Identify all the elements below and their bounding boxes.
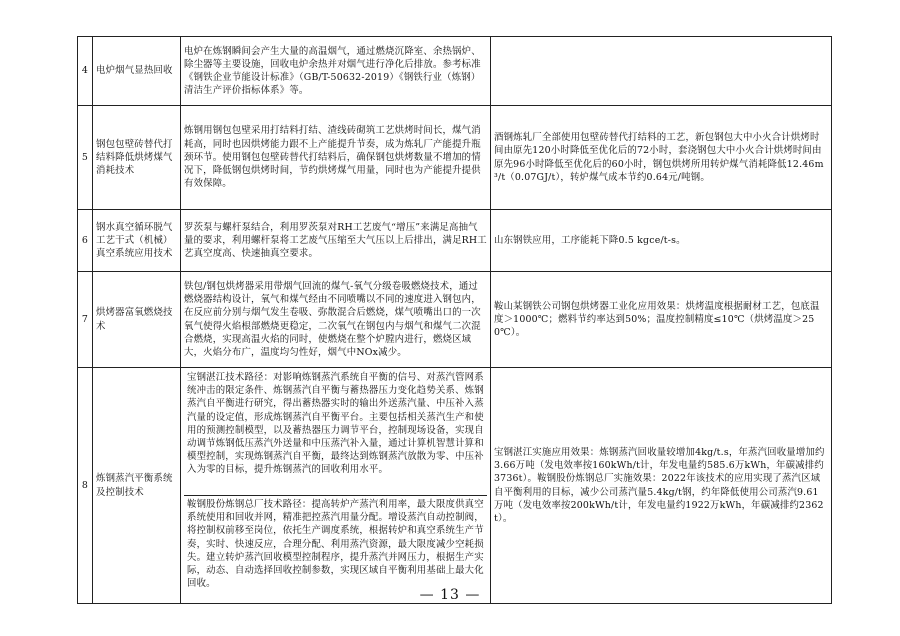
row-number: 5 <box>78 106 93 210</box>
technology-name: 烘烤器富氧燃烧技术 <box>93 272 181 368</box>
technology-description: 罗茨泵与螺杆泵结合，利用罗茨泵对RH工艺废气“增压”来满足高抽气量的要求，利用螺杆泵将工艺废气压缩至大气压以上后排出，满足RH工艺真空度高、快速抽真空要求。 <box>181 210 491 272</box>
technology-name: 钢包包壁砖替代打结料降低烘烤煤气消耗技术 <box>93 106 181 210</box>
technology-description: 炼钢用钢包包壁采用打结料打结、渣线砖砌筑工艺烘烤时间长，煤气消耗高，同时也因烘烤能力跟不上产能提升节奏，成为炼轧厂产能提升瓶颈环节。使用钢包包壁砖替代打结料后，确保钢包烘烤数量不增加的情况下，降低钢包烘烤时间，节约烘烤煤气用量，同时也为产能提升提供有效保障。 <box>181 106 491 210</box>
application-effect: 山东钢铁应用，工序能耗下降0.5 kgce/t-s。 <box>491 210 832 272</box>
table-row <box>78 272 832 368</box>
table-row <box>78 37 832 106</box>
description-part-ansteel: 鞍钢股份炼钢总厂技术路径：提高转炉产蒸汽利用率，最大限度供真空系统使用和回收并网，精准把控蒸汽用量分配。增设蒸汽自动控制阀，将控制权前移至岗位，依托生产调度系统，根据转炉和真空系统生产节奏，实时、快速反应，合理分配、利用蒸汽资源，最大限度减少空耗损失。建立转炉蒸汽回收模型控制程序，提升蒸汽并网压力，根据生产实际，动态、自动选择回收控制参数，实现区域自平衡利用基础上最大化回收。 <box>184 495 487 602</box>
technology-name: 炼钢蒸汽平衡系统及控制技术 <box>93 368 181 604</box>
application-effect: 鞍山某钢铁公司钢包烘烤器工业化应用效果：烘烤温度根据耐材工艺，包底温度＞1000℃；燃料节约率达到50%；温度控制精度≤10℃（烘烤温度＞250℃）。 <box>491 272 832 368</box>
table-row <box>78 210 832 272</box>
row-number: 7 <box>78 272 93 368</box>
technology-description: 铁包/钢包烘烤器采用带烟气回流的煤气-氧气分级卷吸燃烧技术，通过燃烧器结构设计，氧气和煤气经由不同喷嘴以不同的速度进入钢包内，在反应前分别与烟气发生卷吸、弥散混合后燃烧，煤气喷嘴出口的一次氧气使得火焰根部燃烧更稳定，二次氧气在钢包内与烟气和煤气二次混合燃烧，实现高温火焰的同时，使燃烧在整个炉膛内进行，燃烧区域大，火焰分布广，温度均匀性好，烟气中NOx减少。 <box>181 272 491 368</box>
row-number: 8 <box>78 368 93 604</box>
technology-description: 电炉在炼钢瞬间会产生大量的高温烟气，通过燃烧沉降室、余热锅炉、除尘器等主要设施，回收电炉余热并对烟气进行净化后排放。参考标准《钢铁企业节能设计标准》（GB/T-50632-2019）《钢铁行业（炼钢）清洁生产评价指标体系》等。 <box>181 37 491 106</box>
technology-name: 电炉烟气显热回收 <box>93 37 181 106</box>
page-number: — 13 — <box>419 587 481 603</box>
application-effect: 宝钢湛江实施应用效果：炼钢蒸汽回收量较增加4kg/t.s，年蒸汽回收量增加约3.66万吨（发电效率按160kWh/t计，年发电量约585.6万kWh，年碳减排约3736t）。鞍钢股份炼钢总厂实施效果：2022年该技术的应用实现了蒸汽区域自平衡利用的目标，减少公司蒸汽量5.4kg/t钢，约年降低使用公司蒸汽9.61万吨（发电效率按200kWh/t计，年发电量约1922万kWh，年碳减排约2362t）。 <box>491 368 832 604</box>
technology-table <box>77 36 832 604</box>
application-effect: 酒钢炼轧厂全部使用包壁砖替代打结料的工艺，新包钢包大中小火合计烘烤时间由原先120小时降低至优化后的72小时，套浇钢包大中小火合计烘烤时间由原先96小时降低至优化后的60小时，钢包烘烤所用转炉煤气消耗降低12.46m³/t（0.07GJ/t），转炉煤气成本节约0.64元/吨钢。 <box>491 106 832 210</box>
application-effect <box>491 37 832 106</box>
technology-description <box>181 368 491 604</box>
row-number: 4 <box>78 37 93 106</box>
technology-name: 钢水真空循环脱气工艺干式（机械）真空系统应用技术 <box>93 210 181 272</box>
row-number: 6 <box>78 210 93 272</box>
table-row <box>78 368 832 604</box>
table-row <box>78 106 832 210</box>
description-part-baosteel-zhanjiang: 宝钢湛江技术路径：对影响炼钢蒸汽系统自平衡的信号、对蒸汽管网系统冲击的限定条件、炼钢蒸汽自平衡与蓄热器压力变化趋势关系、炼钢蒸汽自平衡进行研究，得出蓄热器实时的输出外送蒸汽量、中压补入蒸汽量的设定值，形成炼钢蒸汽自平衡平台。主要包括相关蒸汽生产和使用的预测控制模型，以及蓄热器压力调节平台，控制现场设备，实现自动调节炼钢低压蒸汽外送量和中压蒸汽补入量，通过计算机智慧计算和模型控制，实现炼钢蒸汽自平衡，最终达到炼钢蒸汽放散为零、中压补入为零的目标，提升炼钢蒸汽的回收利用水平。 <box>187 372 484 476</box>
